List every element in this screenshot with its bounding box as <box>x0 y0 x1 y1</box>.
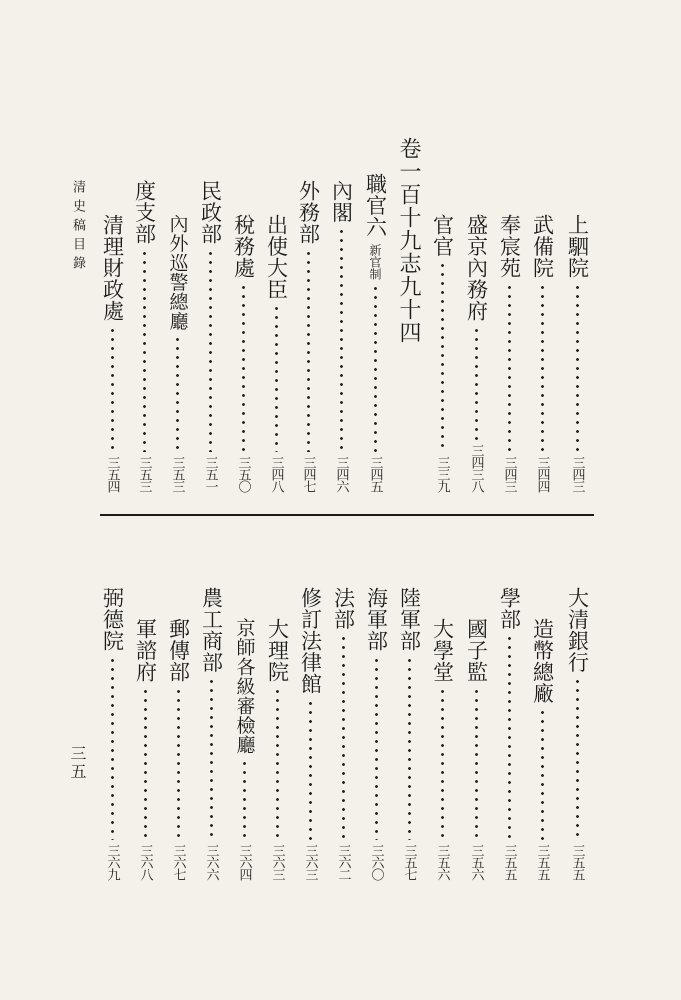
leader-dots <box>242 283 245 453</box>
toc-entry <box>527 214 557 492</box>
toc-entry <box>97 587 127 880</box>
entry-page: 三五七 <box>401 844 417 880</box>
entry-page: 三六〇 <box>368 844 384 880</box>
entry-title: 內外巡警總廳 <box>166 214 189 331</box>
entry-title: 外務部 <box>296 180 321 245</box>
entry-page: 三四三 <box>501 456 517 492</box>
chapter-subtitle: 志九十四 <box>396 252 421 344</box>
entry-title: 京師各級審檢廳 <box>233 618 256 755</box>
leader-dots <box>144 687 147 841</box>
entry-title: 奉宸苑 <box>497 214 522 279</box>
toc-entry <box>293 180 323 492</box>
entry-page: 三四七 <box>300 456 316 492</box>
entry-title: 內閣 <box>329 180 354 223</box>
leader-dots <box>508 283 511 453</box>
leader-dots <box>508 634 511 840</box>
toc-entry <box>494 587 524 880</box>
entry-page: 三六六 <box>203 844 219 880</box>
leader-dots <box>475 326 478 441</box>
toc-entry <box>129 180 159 492</box>
toc-entry <box>494 214 524 492</box>
leader-dots <box>340 227 343 452</box>
entry-title: 修訂法律館 <box>298 587 323 695</box>
entry-title: 造幣總廠 <box>530 618 555 704</box>
entry-title: 學部 <box>497 587 522 630</box>
toc-entry <box>228 214 258 492</box>
leader-dots <box>111 326 114 453</box>
entry-page: 三五〇 <box>235 456 251 492</box>
entry-page: 三六三 <box>302 844 318 880</box>
toc-entry <box>196 587 226 880</box>
toc-entry <box>229 618 259 880</box>
entry-page: 三四八 <box>268 456 284 492</box>
entry-page: 三四六 <box>333 456 349 492</box>
entry-title: 稅務處 <box>231 214 256 279</box>
entry-page: 三三九 <box>434 456 450 492</box>
toc-entry <box>162 214 192 492</box>
leader-dots <box>576 283 579 453</box>
entry-page: 三五三 <box>169 456 185 492</box>
entry-title: 大清銀行 <box>565 587 590 673</box>
entry-page: 三四三 <box>569 456 585 492</box>
toc-entry <box>562 214 592 492</box>
leader-dots <box>210 677 213 840</box>
entry-title: 海軍部 <box>364 587 389 652</box>
toc-entry <box>562 587 592 880</box>
entry-page: 三五三 <box>136 456 152 492</box>
entry-title: 法部 <box>331 587 356 630</box>
page-folio: 三五 <box>68 745 87 781</box>
entry-page: 三五一 <box>202 456 218 492</box>
leader-dots <box>276 687 279 841</box>
toc-entry <box>361 587 391 880</box>
entry-page: 三五六 <box>468 844 484 880</box>
entry-title: 官官 <box>430 214 455 257</box>
entry-page: 三四四 <box>534 456 550 492</box>
leader-dots <box>441 687 444 841</box>
leader-dots <box>309 699 312 841</box>
leader-dots <box>374 284 377 453</box>
leader-dots <box>177 687 180 841</box>
toc-entry <box>326 180 356 492</box>
toc-entry <box>427 214 457 492</box>
leader-dots <box>576 677 579 840</box>
entry-page: 三五五 <box>534 844 550 880</box>
entry-title: 大理院 <box>265 618 290 683</box>
entry-title: 大學堂 <box>430 618 455 683</box>
entry-title: 弼德院 <box>100 587 125 652</box>
entry-title: 陸軍部 <box>397 587 422 652</box>
entry-title: 清理財政處 <box>100 214 125 322</box>
leader-dots <box>111 656 114 841</box>
entry-title: 農工商部 <box>199 587 224 673</box>
entry-title: 上駟院 <box>565 214 590 279</box>
leader-dots <box>243 759 246 841</box>
toc-entry <box>427 618 457 880</box>
entry-title: 盛京內務府 <box>464 214 489 322</box>
toc-entry <box>461 618 491 880</box>
entry-page: 三五五 <box>501 844 517 880</box>
leader-dots <box>307 249 310 453</box>
leader-dots <box>541 283 544 453</box>
entry-title: 武備院 <box>530 214 555 279</box>
entry-title: 國子監 <box>464 618 489 683</box>
toc-entry <box>328 587 358 880</box>
entry-title: 郵傳部 <box>166 618 191 683</box>
toc-entry <box>527 618 557 880</box>
leader-dots <box>408 656 411 841</box>
toc-entry <box>394 587 424 880</box>
chapter-title: 卷一百十九 <box>396 137 421 252</box>
entry-page: 三六二 <box>335 844 351 880</box>
running-head: 清史稿目錄 <box>70 180 85 275</box>
entry-title: 出使大臣 <box>264 214 289 300</box>
toc-entry <box>163 618 193 880</box>
entry-page: 三六八 <box>137 844 153 880</box>
entry-page: 三六七 <box>170 844 186 880</box>
toc-entry <box>461 214 491 492</box>
chapter-heading <box>393 137 423 357</box>
leader-dots <box>541 708 544 840</box>
entry-page: 三四五 <box>367 456 383 492</box>
entry-title: 民政部 <box>198 180 223 245</box>
entry-page: 三六三 <box>269 844 285 880</box>
leader-dots <box>143 249 146 453</box>
leader-dots <box>176 335 179 452</box>
toc-entry <box>261 214 291 492</box>
entry-note: 新官制 <box>368 243 382 280</box>
section-divider <box>100 514 594 516</box>
toc-entry <box>97 214 127 492</box>
entry-page: 三六四 <box>236 844 252 880</box>
leader-dots <box>342 634 345 840</box>
leader-dots <box>375 656 378 841</box>
toc-entry <box>130 618 160 880</box>
leader-dots <box>275 304 278 452</box>
entry-page: 三五六 <box>434 844 450 880</box>
leader-dots <box>209 249 212 453</box>
entry-page: 三五五 <box>569 844 585 880</box>
leader-dots <box>475 687 478 841</box>
toc-entry <box>295 587 325 880</box>
entry-page: 三五四 <box>104 456 120 492</box>
entry-title: 度支部 <box>132 180 157 245</box>
entry-title: 軍諮府 <box>133 618 158 683</box>
entry-page: 三四三八 <box>468 444 484 492</box>
leader-dots <box>441 261 444 452</box>
toc-entry <box>360 173 390 492</box>
entry-title: 職官六 <box>363 173 388 238</box>
toc-entry <box>262 618 292 880</box>
entry-page: 三六九 <box>104 844 120 880</box>
toc-entry <box>195 180 225 492</box>
